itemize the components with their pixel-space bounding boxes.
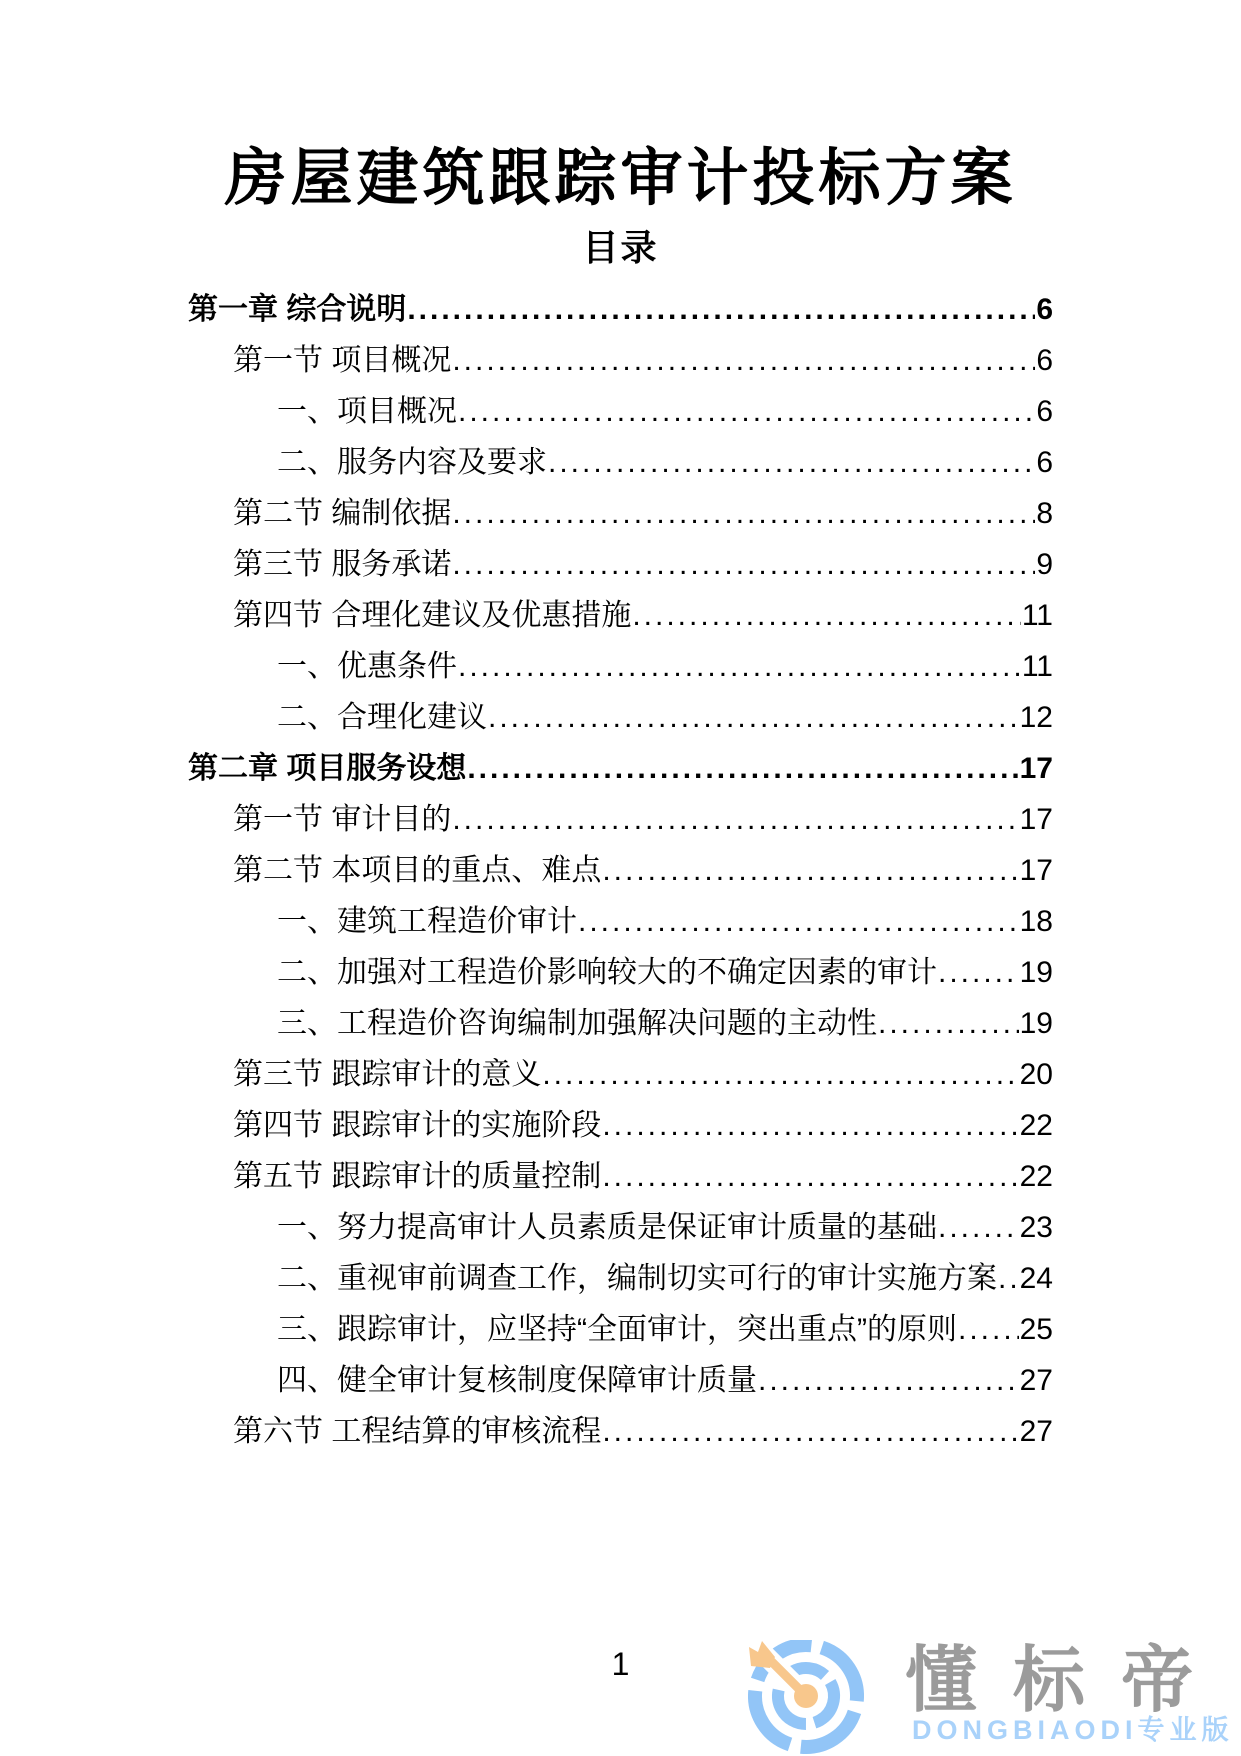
toc-entry-label: 二、合理化建议 [277, 701, 487, 734]
toc-entry[interactable] [188, 437, 1053, 488]
toc-entry[interactable] [188, 1100, 1053, 1151]
toc-dot-leader [488, 692, 1019, 743]
toc-entry-page: 22 [1019, 1160, 1053, 1193]
toc-dot-leader [578, 896, 1019, 947]
toc-dot-leader [758, 1355, 1019, 1406]
toc-entry-label: 二、重视审前调查工作，编制切实可行的审计实施方案 [277, 1262, 997, 1295]
toc-entry-page: 6 [1036, 293, 1053, 326]
toc-dot-leader [878, 998, 1019, 1049]
toc-entry-page: 6 [1036, 344, 1053, 377]
toc-entry-label: 二、服务内容及要求 [277, 446, 547, 479]
toc-entry-page: 6 [1036, 446, 1053, 479]
toc-entry-label: 第二节 编制依据 [233, 497, 452, 530]
toc-dot-leader [602, 845, 1018, 896]
toc-entry[interactable] [188, 335, 1053, 386]
toc-entry-page: 25 [1019, 1313, 1053, 1346]
toc-entry[interactable] [188, 1304, 1053, 1355]
toc-dot-leader [938, 947, 1019, 998]
toc-dot-leader [452, 794, 1018, 845]
toc-entry-label: 第二章 项目服务设想 [188, 752, 467, 785]
toc-dot-leader [407, 284, 1035, 335]
toc-dot-leader [602, 1406, 1018, 1457]
toc-entry-label: 第一节 项目概况 [233, 344, 452, 377]
toc-entry-page: 23 [1019, 1211, 1053, 1244]
toc-entry[interactable] [188, 284, 1053, 335]
toc-entry[interactable] [188, 1253, 1053, 1304]
toc-entry-label: 第一章 综合说明 [188, 293, 407, 326]
toc-entry-label: 第三节 跟踪审计的意义 [233, 1058, 542, 1091]
toc-entry-page: 17 [1019, 803, 1053, 836]
toc-entry[interactable] [188, 1355, 1053, 1406]
toc-entry-page: 11 [1021, 650, 1053, 683]
toc-entry-label: 第五节 跟踪审计的质量控制 [233, 1160, 602, 1193]
toc-dot-leader [938, 1202, 1019, 1253]
toc-entry-page: 20 [1019, 1058, 1053, 1091]
toc-dot-leader [452, 335, 1035, 386]
toc-entry-page: 9 [1036, 548, 1053, 581]
toc-entry-page: 18 [1019, 905, 1053, 938]
toc-entry[interactable] [188, 1049, 1053, 1100]
toc-entry-label: 一、建筑工程造价审计 [277, 905, 577, 938]
toc-entry-label: 第一节 审计目的 [233, 803, 452, 836]
toc-entry-page: 12 [1019, 701, 1053, 734]
toc-entry[interactable] [188, 794, 1053, 845]
toc-dot-leader [458, 386, 1035, 437]
toc-entry[interactable] [188, 998, 1053, 1049]
toc-entry-label: 一、项目概况 [277, 395, 457, 428]
toc-entry[interactable] [188, 641, 1053, 692]
toc-entry[interactable] [188, 1406, 1053, 1457]
toc-heading: 目录 [582, 227, 659, 268]
toc-entry-page: 8 [1036, 497, 1053, 530]
toc-dot-leader [458, 641, 1021, 692]
toc-entry-label: 第四节 跟踪审计的实施阶段 [233, 1109, 602, 1142]
toc-entry-label: 第六节 工程结算的审核流程 [233, 1415, 602, 1448]
toc-entry[interactable] [188, 692, 1053, 743]
toc-entry[interactable] [188, 743, 1053, 794]
toc-dot-leader [602, 1100, 1018, 1151]
toc-entry-page: 22 [1019, 1109, 1053, 1142]
toc-entry-label: 第二节 本项目的重点、难点 [233, 854, 602, 887]
toc-entry[interactable] [188, 896, 1053, 947]
toc-entry[interactable] [188, 386, 1053, 437]
toc-dot-leader [998, 1253, 1019, 1304]
toc-dot-leader [467, 743, 1018, 794]
toc-dot-leader [548, 437, 1035, 488]
toc-entry[interactable] [188, 488, 1053, 539]
toc-entry[interactable] [188, 1202, 1053, 1253]
toc-dot-leader [542, 1049, 1018, 1100]
toc-entry-page: 19 [1019, 956, 1053, 989]
toc-entry-page: 11 [1021, 599, 1053, 632]
document-title: 房屋建筑跟踪审计投标方案 [224, 144, 1017, 213]
brand-subtitle: DONGBIAODI专业版 [912, 1715, 1234, 1745]
toc-dot-leader [632, 590, 1021, 641]
toc-entry-page: 6 [1036, 395, 1053, 428]
toc-dot-leader [452, 488, 1035, 539]
toc-entry-label: 一、努力提高审计人员素质是保证审计质量的基础 [277, 1211, 937, 1244]
toc-entry-label: 三、跟踪审计，应坚持“全面审计，突出重点”的原则 [277, 1313, 957, 1346]
toc-dot-leader [452, 539, 1035, 590]
toc-entry[interactable] [188, 590, 1053, 641]
toc-entry-page: 27 [1019, 1364, 1053, 1397]
toc-entry-page: 17 [1019, 854, 1053, 887]
brand-name: 懂标帝 [905, 1641, 1230, 1721]
toc-entry-label: 四、健全审计复核制度保障审计质量 [277, 1364, 757, 1397]
toc-entry-page: 17 [1019, 752, 1053, 785]
toc-list [188, 284, 1053, 1457]
toc-entry[interactable] [188, 845, 1053, 896]
toc-entry-label: 第四节 合理化建议及优惠措施 [233, 599, 632, 632]
toc-dot-leader [958, 1304, 1019, 1355]
toc-entry-label: 第三节 服务承诺 [233, 548, 452, 581]
toc-entry-page: 24 [1019, 1262, 1053, 1295]
page-number: 1 [611, 1646, 630, 1682]
toc-entry-page: 19 [1019, 1007, 1053, 1040]
toc-entry-label: 二、加强对工程造价影响较大的不确定因素的审计 [277, 956, 937, 989]
toc-dot-leader [602, 1151, 1018, 1202]
toc-entry[interactable] [188, 947, 1053, 998]
toc-entry-label: 三、工程造价咨询编制加强解决问题的主动性 [277, 1007, 877, 1040]
toc-entry-page: 27 [1019, 1415, 1053, 1448]
toc-entry[interactable] [188, 1151, 1053, 1202]
toc-entry[interactable] [188, 539, 1053, 590]
toc-entry-label: 一、优惠条件 [277, 650, 457, 683]
